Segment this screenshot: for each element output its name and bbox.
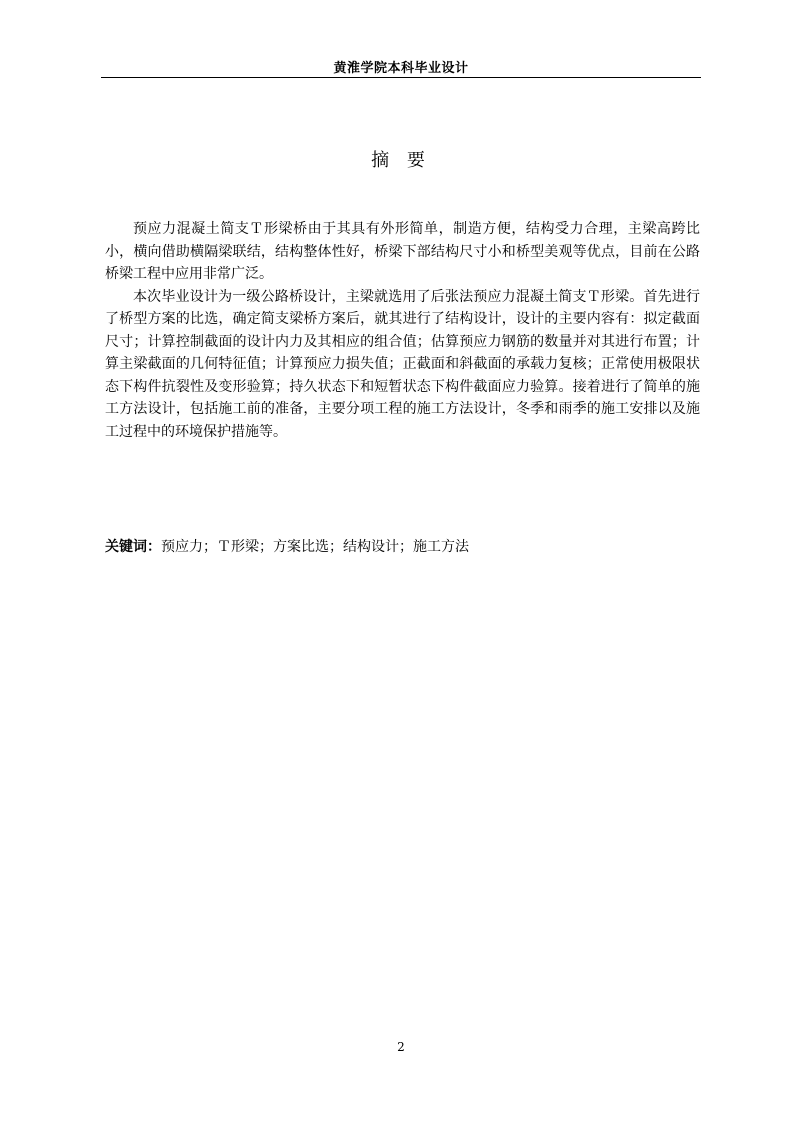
page-number: 2: [397, 1040, 405, 1054]
keywords-text: 预应力；Ｔ形梁；方案比选；结构设计；施工方法: [161, 539, 469, 555]
keywords-line: [105, 537, 700, 557]
keywords-label: 关键词：: [105, 539, 161, 555]
abstract-paragraph-2: 本次毕业设计为一级公路桥设计，主梁就选用了后张法预应力混凝土简支Ｔ形梁。首先进行了桥型方案的比选，确定简支梁桥方案后，就其进行了结构设计，设计的主要内容有：拟定截面尺寸；计算控制截面的设计内力及其相应的组合值；估算预应力钢筋的数量并对其进行布置；计算主梁截面的几何特征值；计算预应力损失值；正截面和斜截面的承载力复核；正常使用极限状态下构件抗裂性及变形验算；持久状态下和短暂状态下构件截面应力验算。接着进行了简单的施工方法设计，包括施工前的准备，主要分项工程的施工方法设计，冬季和雨季的施工安排以及施工过程中的环境保护措施等。: [105, 288, 700, 440]
abstract-heading: 摘 要: [371, 150, 431, 171]
running-header: 黄淮学院本科毕业设计: [333, 61, 469, 76]
header-rule: [101, 77, 701, 78]
abstract-paragraph-1: 预应力混凝土简支Ｔ形梁桥由于其具有外形简单，制造方便，结构受力合理，主梁高跨比小，横向借助横隔梁联结，结构整体性好，桥梁下部结构尺寸小和桥型美观等优点，目前在公路桥梁工程中应用非常广泛。: [105, 221, 700, 282]
abstract-body: [105, 218, 700, 443]
